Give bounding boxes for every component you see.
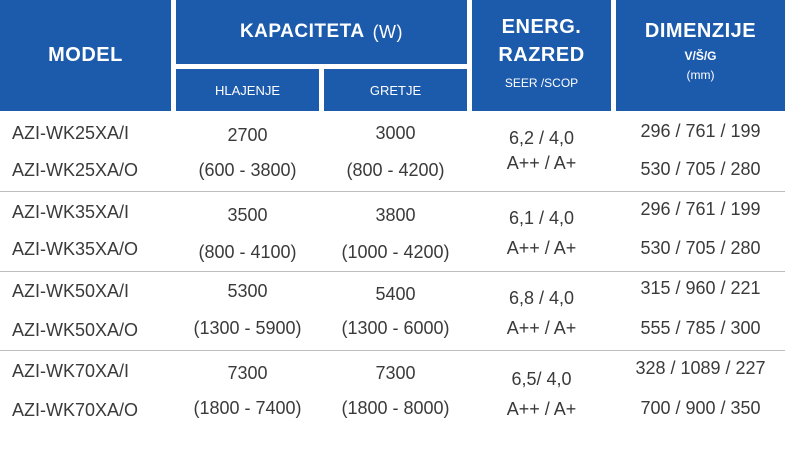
hlajenje-range: (1300 - 5900) [193,318,302,338]
gretje-range: (1300 - 6000) [341,318,450,338]
energ-class: A++ / A+ [506,153,577,173]
energ-seer-scop: 6,2 / 4,0 [508,128,575,148]
hlajenje-nominal: 7300 [227,363,268,383]
header-kapaciteta-unit: (W) [372,21,404,42]
model-indoor: AZI-WK70XA/I [12,361,130,381]
energ-class: A++ / A+ [506,238,577,258]
dim-indoor: 296 / 761 / 199 [640,199,761,219]
gretje-range: (1800 - 8000) [341,398,450,418]
model-outdoor: AZI-WK50XA/O [12,320,139,340]
model-outdoor: AZI-WK70XA/O [12,400,139,420]
table-row [0,192,785,272]
header-hlajenje: HLAJENJE [176,69,319,111]
energ-class: A++ / A+ [506,318,577,338]
dim-outdoor: 530 / 705 / 280 [640,159,761,179]
energ-seer-scop: 6,5/ 4,0 [511,369,572,389]
model-indoor: AZI-WK35XA/I [12,202,130,222]
header-gretje: GRETJE [324,69,467,111]
table-row [0,351,785,431]
table-row [0,111,785,191]
gretje-range: (1000 - 4200) [341,242,450,262]
gretje-range: (800 - 4200) [346,160,445,180]
energ-seer-scop: 6,1 / 4,0 [508,208,575,228]
dim-indoor: 328 / 1089 / 227 [635,358,766,378]
header-kapaciteta-label: KAPACITETA [239,21,365,42]
hlajenje-nominal: 3500 [227,205,268,225]
hlajenje-range: (800 - 4100) [198,242,297,262]
header-dim-line3: (mm) [686,68,715,82]
model-indoor: AZI-WK25XA/I [12,123,130,143]
model-outdoor: AZI-WK25XA/O [12,160,139,180]
table-row [0,272,785,352]
model-outdoor: AZI-WK35XA/O [12,239,139,259]
dim-indoor: 296 / 761 / 199 [640,121,761,141]
dim-outdoor: 530 / 705 / 280 [640,238,761,258]
header-dimenzije [616,0,785,111]
energ-seer-scop: 6,8 / 4,0 [508,288,575,308]
gretje-nominal: 7300 [375,363,416,383]
header-energ-line1: ENERG. [501,16,582,38]
header-energ-razred [472,0,611,111]
hlajenje-range: (600 - 3800) [198,160,297,180]
hlajenje-range: (1800 - 7400) [193,398,302,418]
header-dim-line1: DIMENZIJE [644,20,757,42]
energ-class: A++ / A+ [506,399,577,419]
model-indoor: AZI-WK50XA/I [12,281,130,301]
header-kapaciteta [176,0,467,64]
hlajenje-nominal: 5300 [227,281,268,301]
header-model: MODEL [0,0,171,111]
dim-outdoor: 700 / 900 / 350 [640,398,761,418]
dim-outdoor: 555 / 785 / 300 [640,318,761,338]
dim-indoor: 315 / 960 / 221 [640,278,761,298]
header-energ-line2: RAZRED [498,44,585,66]
gretje-nominal: 5400 [375,284,416,304]
gretje-nominal: 3800 [375,205,416,225]
gretje-nominal: 3000 [375,123,416,143]
hlajenje-nominal: 2700 [227,125,268,145]
header-energ-line3: SEER /SCOP [504,76,579,90]
header-dim-line2: V/Š/G [684,49,717,63]
